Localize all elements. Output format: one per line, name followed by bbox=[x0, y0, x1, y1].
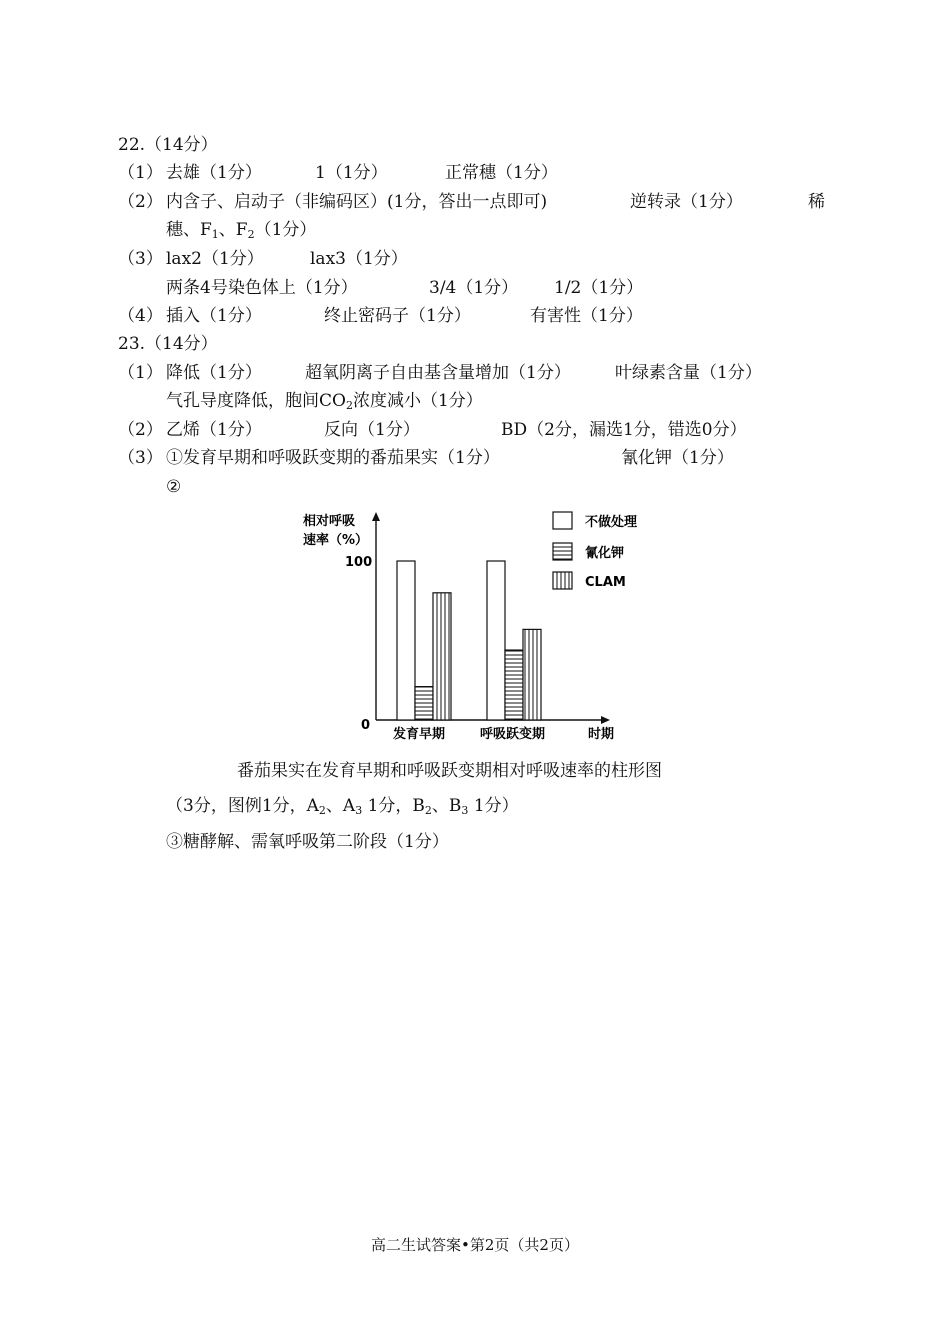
q22-part3-line2 bbox=[166, 277, 666, 299]
q22-p3-answer-b: lax3（1分） bbox=[310, 249, 408, 269]
q22-p4-answer-a: 插入（1分） bbox=[166, 306, 262, 326]
q22-p2-answer-b: 逆转录（1分） bbox=[630, 192, 743, 212]
q22-p2-answer-c: 稀 bbox=[808, 192, 825, 212]
scoring-text-a: （3分，图例1分，A bbox=[166, 796, 319, 816]
q22-part2 bbox=[118, 191, 838, 213]
q23-p2-label: （2） bbox=[118, 420, 163, 440]
q22-p2-answer-a: 内含子、启动子（非编码区）(1分，答出一点即可) bbox=[166, 192, 548, 212]
chart-ylabel-line2: 速率（%） bbox=[303, 533, 369, 548]
q22-part1 bbox=[118, 162, 818, 184]
bar-climacteric-control bbox=[487, 561, 505, 720]
a2-subscript: 2 bbox=[318, 804, 326, 817]
q23-p3-answer-a: ①发育早期和呼吸跃变期的番茄果实（1分） bbox=[166, 448, 500, 468]
q23-p3-circled-3: ③糖酵解、需氧呼吸第二阶段（1分） bbox=[166, 832, 449, 852]
q22-p2-cont-c: （1分） bbox=[254, 220, 317, 240]
chart-xlabel: 时期 bbox=[588, 727, 615, 742]
q22-p2-label: （2） bbox=[118, 192, 163, 212]
bar-early-kcn bbox=[415, 687, 433, 720]
q22-p1-answer-b: 1（1分） bbox=[315, 163, 388, 183]
f2-subscript: 2 bbox=[247, 228, 255, 241]
scoring-text-b: 、A bbox=[325, 796, 356, 816]
legend-swatch-control bbox=[553, 512, 572, 529]
scoring-text-e: 1分） bbox=[468, 796, 519, 816]
q22-part2-continued bbox=[166, 219, 316, 241]
q23-p3-circled-2: ② bbox=[166, 477, 182, 497]
q22-p4-label: （4） bbox=[118, 306, 163, 326]
q23-header: 23.（14分） bbox=[118, 334, 218, 354]
chart-bars bbox=[397, 561, 541, 720]
q22-p4-answer-c: 有害性（1分） bbox=[530, 306, 643, 326]
q23-part1 bbox=[118, 362, 818, 384]
chart-category-early: 发育早期 bbox=[393, 727, 446, 742]
q23-part2 bbox=[118, 419, 818, 441]
q22-p3-answer-c: 两条4号染色体上（1分） bbox=[166, 278, 358, 298]
q23-p1-line2-b: 浓度减小（1分） bbox=[352, 391, 483, 411]
q22-part3 bbox=[118, 248, 618, 270]
q23-p3-label: （3） bbox=[118, 448, 163, 468]
bar-early-control bbox=[397, 561, 415, 720]
bar-climacteric-clam bbox=[523, 629, 541, 720]
q23-part3 bbox=[118, 447, 778, 469]
q22-part4 bbox=[118, 305, 678, 327]
q22-p1-answer-c: 正常穗（1分） bbox=[445, 163, 558, 183]
q22-p2-cont-a: 穗、F bbox=[166, 220, 212, 240]
chart-y-axis-arrow bbox=[372, 512, 380, 521]
chart-ytick-100: 100 bbox=[345, 555, 373, 570]
q22-p3-answer-a: lax2（1分） bbox=[166, 249, 264, 269]
a3-subscript: 3 bbox=[355, 804, 363, 817]
q23-p2-answer-a: 乙烯（1分） bbox=[166, 420, 262, 440]
q23-p3-answer-b: 氰化钾（1分） bbox=[621, 448, 734, 468]
q23-p3-scoring bbox=[166, 795, 519, 817]
chart-category-climacteric: 呼吸跃变期 bbox=[480, 727, 546, 742]
q22-p3-answer-d: 3/4（1分） bbox=[429, 278, 519, 298]
q23-part1-line2 bbox=[166, 390, 483, 412]
scoring-text-c: 1分，B bbox=[362, 796, 425, 816]
b3-subscript: 3 bbox=[461, 804, 469, 817]
q23-p1-answer-b: 超氧阴离子自由基含量增加（1分） bbox=[305, 363, 571, 383]
b2-subscript: 2 bbox=[424, 804, 432, 817]
q23-p1-line2-a: 气孔导度降低，胞间CO bbox=[166, 391, 346, 411]
scoring-text-d: 、B bbox=[431, 796, 462, 816]
q23-p1-answer-c: 叶绿素含量（1分） bbox=[615, 363, 762, 383]
q22-p2-cont-b: 、F bbox=[218, 220, 248, 240]
q23-p2-answer-c: BD（2分，漏选1分，错选0分） bbox=[501, 420, 747, 440]
q22-p3-answer-e: 1/2（1分） bbox=[554, 278, 644, 298]
q22-p4-answer-b: 终止密码子（1分） bbox=[324, 306, 471, 326]
co2-subscript: 2 bbox=[345, 399, 353, 412]
respiration-bar-chart bbox=[295, 505, 655, 750]
legend-label-control: 不做处理 bbox=[585, 515, 638, 530]
chart-x-axis-arrow bbox=[601, 716, 610, 724]
q23-p2-answer-b: 反向（1分） bbox=[324, 420, 420, 440]
q22-p1-answer-a: 去雄（1分） bbox=[166, 163, 262, 183]
legend-label-clam: CLAM bbox=[585, 575, 626, 590]
bar-climacteric-kcn bbox=[505, 650, 523, 720]
q23-p1-answer-a: 降低（1分） bbox=[166, 363, 262, 383]
bar-early-clam bbox=[433, 593, 451, 720]
legend-label-kcn: 氰化钾 bbox=[585, 546, 625, 561]
chart-ylabel-line1: 相对呼吸 bbox=[303, 514, 356, 529]
q23-p1-label: （1） bbox=[118, 363, 163, 383]
legend-swatch-kcn bbox=[553, 543, 572, 560]
q22-p3-label: （3） bbox=[118, 249, 163, 269]
f1-subscript: 1 bbox=[211, 228, 219, 241]
page-footer: 高二生试答案•第2页（共2页） bbox=[371, 1236, 579, 1254]
legend-swatch-clam bbox=[553, 572, 572, 589]
chart-caption: 番茄果实在发育早期和呼吸跃变期相对呼吸速率的柱形图 bbox=[237, 761, 662, 781]
chart-ytick-0: 0 bbox=[361, 718, 371, 733]
q22-p1-label: （1） bbox=[118, 163, 163, 183]
q22-header: 22.（14分） bbox=[118, 135, 218, 155]
